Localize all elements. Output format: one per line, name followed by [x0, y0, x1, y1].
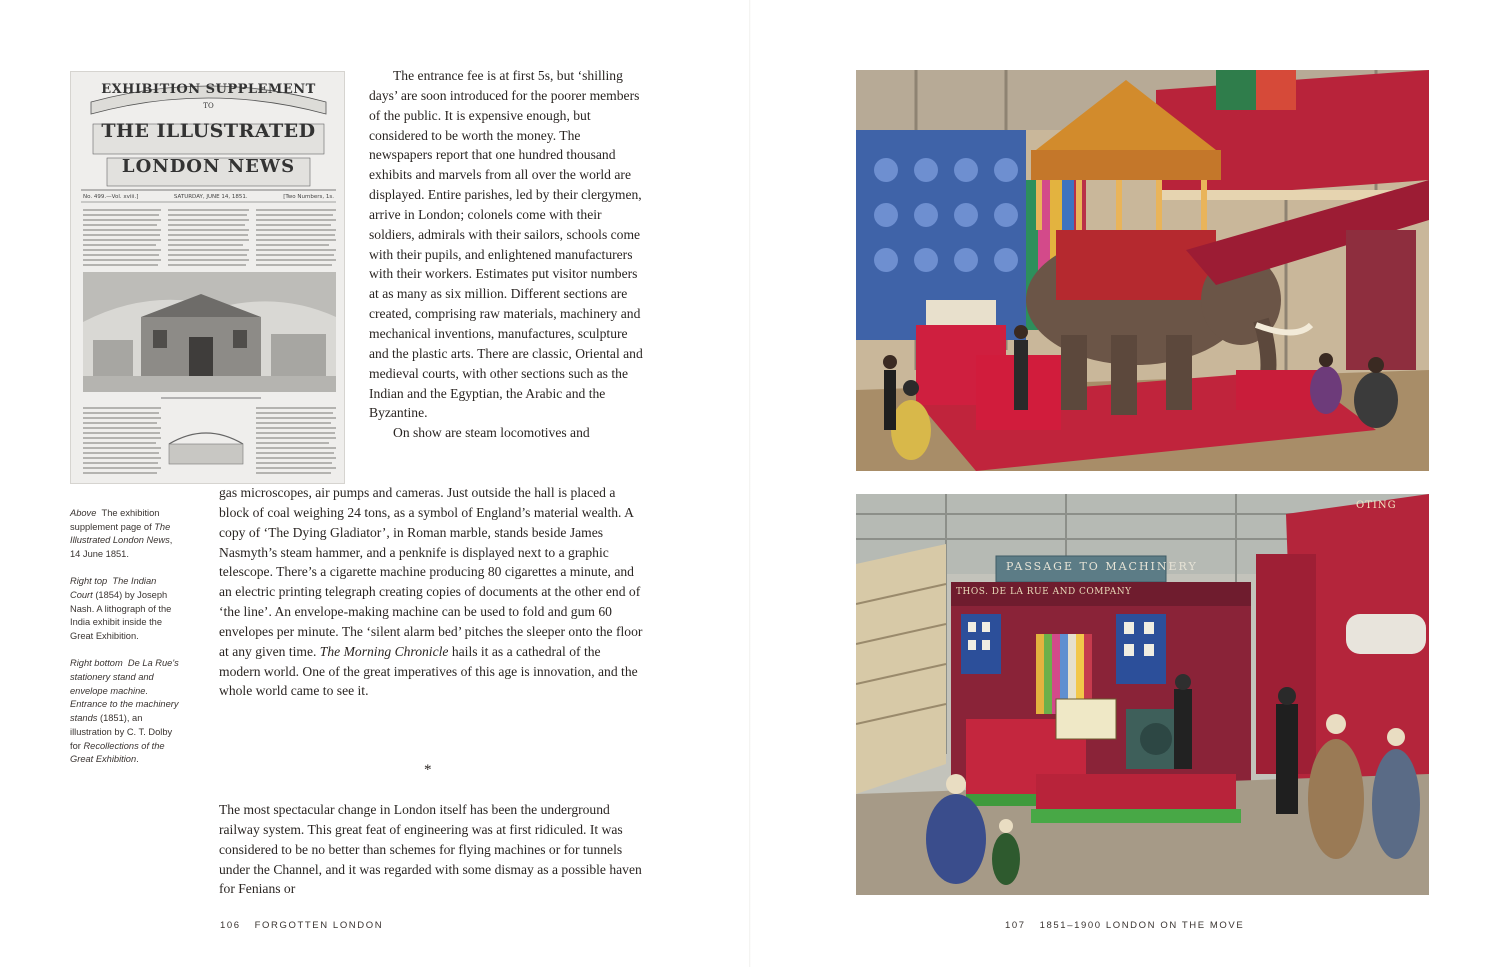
caption-text: .	[136, 754, 139, 765]
paragraph-underground: The most spectacular change in London itself has been the underground railway system. This great feat of engineering was at first ridiculed. It was considered to be no better than schemes for flying machines or for tunnels under the Channel, and it was regarded with some dismay as a possible haven for Fenians or	[219, 802, 642, 897]
caption-text: The exhibition supplement page of	[70, 508, 160, 532]
masthead-to: TO	[203, 102, 214, 110]
newspaper-supplement-image	[70, 71, 345, 484]
masthead-illustrated: THE ILLUSTRATED	[101, 120, 316, 142]
page-number-left: 106	[220, 920, 241, 931]
section-separator: *	[424, 762, 432, 778]
paragraph-on-show-start: On show are steam locomotives and	[393, 425, 590, 441]
newspaper-dateline	[83, 194, 334, 200]
paragraph-entrance-fee: The entrance fee is at first 5s, but ‘shilling days’ are soon introduced for the poorer members of the public. It is expensive enough, but considered to be worth the money. The newspapers report that one hundred thousand exhibits and marvels from all over the world are displayed. Entire parishes, led by their clergymen, arrive in London; colonels come with their soldiers, admirals with their sailors, schools come with their pupils, and enlightened manufacturers with their workers. Estimates put visitor numbers at as many as six million. Different sections are created, comprising raw materials, machinery and mechanical inventions, manufactures, sculpture and the plastic arts. There are classic, Oriental and medieval courts, with other sections such as the Indian and the Egyptian, the Arabic and the Byzantine.	[369, 68, 643, 421]
issue-date: SATURDAY, JUNE 14, 1851.	[173, 194, 248, 200]
running-head-left: FORGOTTEN LONDON	[254, 920, 384, 931]
page-number-right: 107	[1005, 920, 1026, 931]
running-head-right: 1851–1900 LONDON ON THE MOVE	[1039, 920, 1245, 931]
corner-sign: OTING	[1356, 500, 1397, 511]
issue-price: [Two Numbers, 1s.	[283, 194, 334, 200]
body-column-bottom	[219, 800, 644, 899]
newspaper-title: The Morning Chronicle	[319, 643, 449, 659]
caption-above	[70, 507, 180, 562]
caption-text: , 14 June 1851.	[70, 535, 173, 560]
masthead-london-news: LONDON NEWS	[121, 156, 296, 177]
page-gutter	[749, 0, 751, 967]
issue-number: No. 499.—Vol. xviii.]	[83, 194, 139, 200]
body-column-top	[369, 66, 644, 443]
caption-title: The Illustrated London News	[70, 521, 171, 546]
paragraph-text: hails it as a cathedral of the modern world. One of the great imperatives of this age is innovation, and the whole world came to see it.	[219, 643, 638, 699]
body-column-wide	[219, 483, 644, 701]
caption-label: Right top	[70, 576, 108, 587]
de-la-rue-stand-illustration	[856, 494, 1429, 895]
caption-label: Right bottom	[70, 658, 123, 669]
caption-title: The Indian Court	[70, 576, 157, 601]
indian-court-lithograph	[856, 70, 1429, 471]
paragraph-on-show-continued	[219, 483, 644, 701]
de-la-rue-stand-drawing	[856, 494, 1429, 895]
passage-sign: PASSAGE TO MACHINERY	[1006, 560, 1198, 573]
caption-title: Recollections of the Great Exhibition	[70, 740, 165, 765]
indian-court-illustration	[856, 70, 1429, 471]
masthead-supplement: EXHIBITION SUPPLEMENT	[101, 82, 316, 97]
caption-text: (1854) by Joseph Nash. A lithograph of the India exhibit inside the Great Exhibition.	[70, 590, 172, 642]
caption-label: Above	[70, 508, 97, 518]
caption-title: De La Rue's stationery stand and envelope machine. Entrance to the machinery stands	[70, 658, 179, 724]
caption-text: (1851), an illustration by C. T. Dolby for	[70, 713, 173, 751]
image-captions	[70, 507, 180, 780]
caption-right-top	[70, 575, 180, 644]
paragraph-text: gas microscopes, air pumps and cameras. Just outside the hall is placed a block of coal weighing 24 tons, as a symbol of England’s material wealth. A copy of ‘The Dying Gladiator’, in Roman marble, stands beside James Nasmyth’s steam hammer, and a penknife is displayed next to a graphic telescope. There’s a cigarette machine producing 80 cigarettes a minute, and an electric printing telegraph creating copies of documents at the other end of ‘the line’. An envelope-making machine can be used to fold and gum 60 envelopes per minute. The ‘silent alarm bed’ pitches the sleeper onto the floor at any given time.	[219, 485, 643, 659]
caption-right-bottom	[70, 657, 180, 767]
stand-sign: THOS. DE LA RUE AND COMPANY	[956, 587, 1132, 597]
folio-left	[220, 920, 383, 931]
folio-right	[1005, 920, 1244, 931]
